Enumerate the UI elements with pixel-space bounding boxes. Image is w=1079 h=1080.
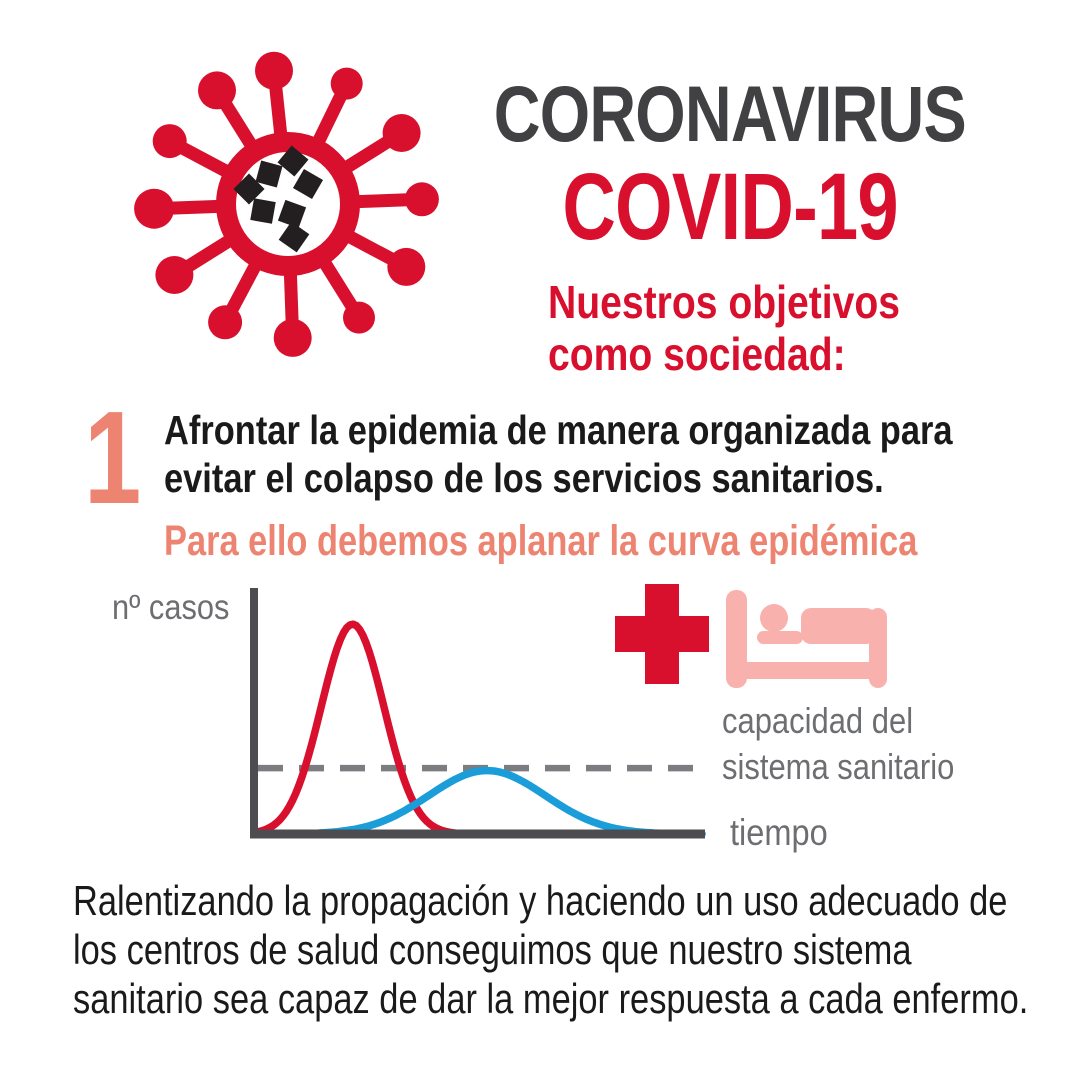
y-axis-label: nº casos xyxy=(112,588,230,627)
footer-text: Ralentizando la propagación y haciendo un uso adecuado de los centros de salud conseguimos que nuestro sistema sanitario sea capaz de dar la mejor respuesta a cada enfermo. xyxy=(73,877,1029,1022)
capacity-label: capacidad del sistema sanitario xyxy=(722,700,955,787)
page-subtitle: COVID-19 xyxy=(562,154,898,260)
page-subtitle-row xyxy=(450,154,1010,260)
page-title: CORONAVIRUS xyxy=(493,69,967,158)
red-cross-icon xyxy=(615,584,709,684)
page-title-row xyxy=(450,69,1010,158)
objective-highlight: Para ello debemos aplanar la curva epidémica xyxy=(164,517,918,565)
hospital-bed-icon xyxy=(726,588,890,688)
objective-number: 1 xyxy=(84,384,142,531)
objective-text: Afrontar la epidemia de manera organizada para evitar el colapso de los servicios sanitarios. xyxy=(164,407,953,501)
blue-flattened-curve xyxy=(254,771,702,834)
x-axis-label: tiempo xyxy=(730,812,828,853)
coronavirus-icon xyxy=(112,28,464,380)
objectives-heading: Nuestros objetivos como sociedad: xyxy=(548,276,900,380)
